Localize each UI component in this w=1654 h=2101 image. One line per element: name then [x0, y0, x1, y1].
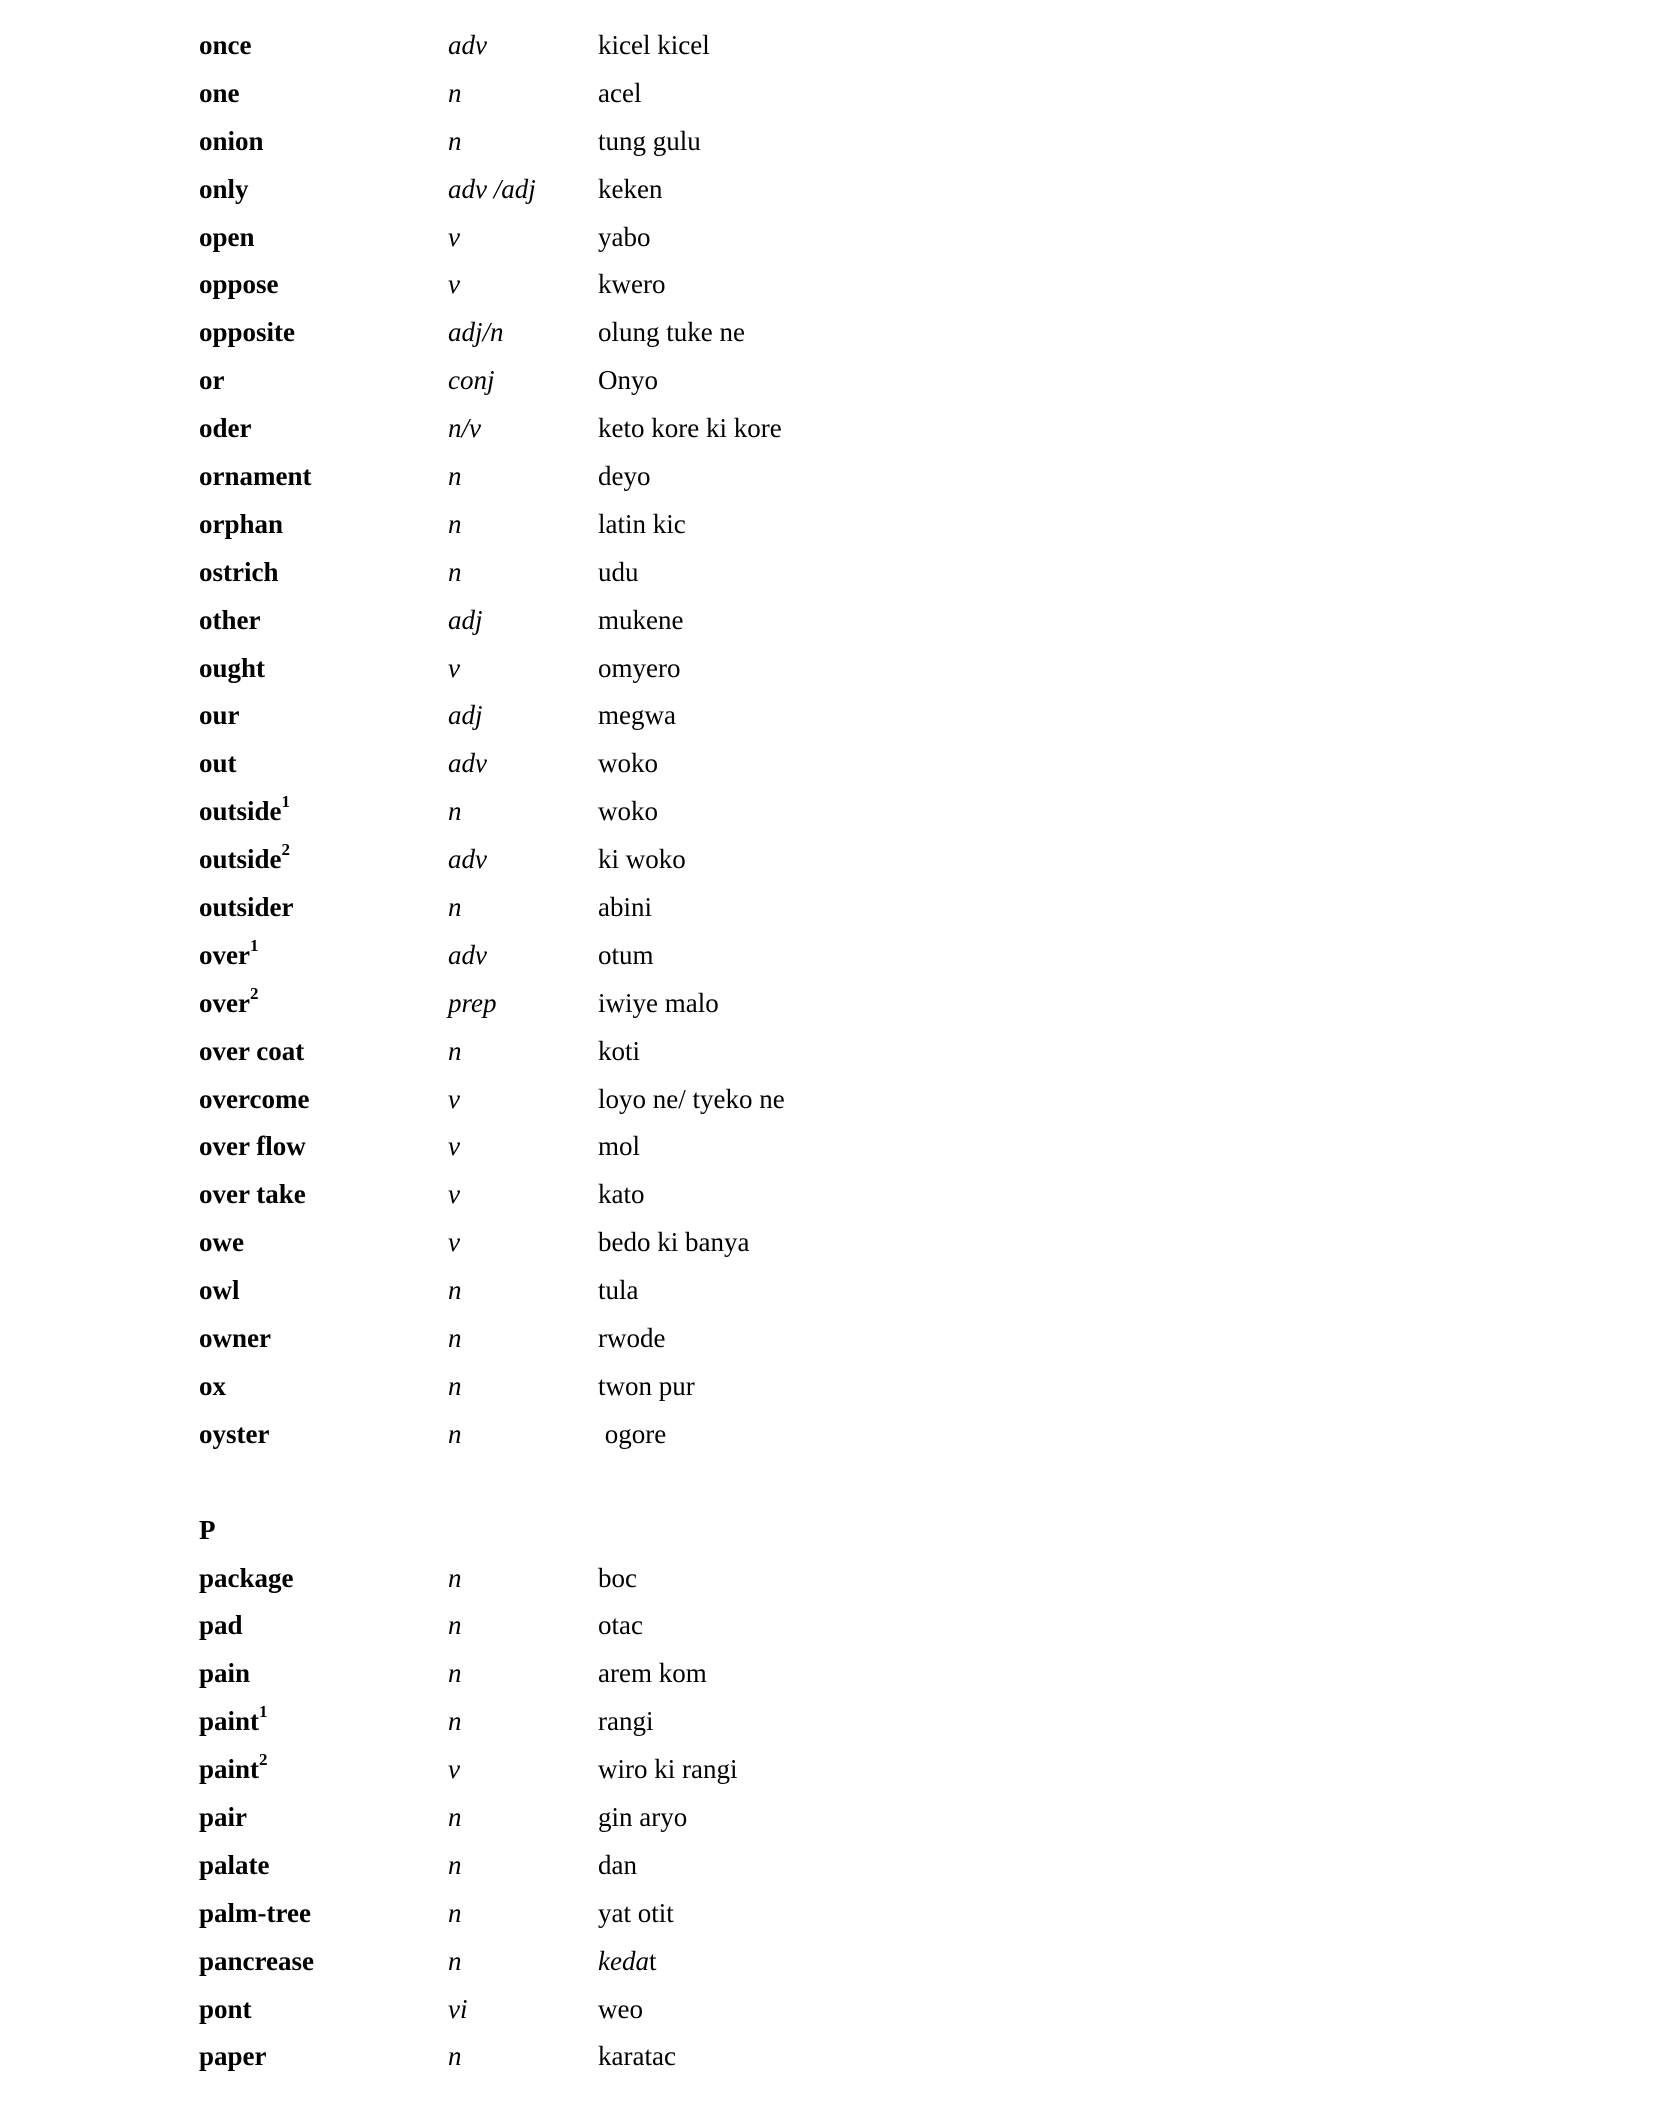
part-of-speech: n	[448, 1418, 462, 1449]
sense-number: 1	[259, 1702, 268, 1722]
part-of-speech: n	[448, 1706, 462, 1737]
sense-number: 2	[281, 840, 291, 860]
translation: omyero	[598, 652, 681, 683]
headword	[199, 1937, 314, 1985]
part-of-speech: n	[448, 1897, 462, 1928]
headword	[199, 213, 255, 261]
headword-text: open	[199, 221, 255, 252]
headword-text: opposite	[199, 317, 296, 348]
dictionary-entry	[0, 1697, 1654, 1745]
headword	[199, 165, 249, 213]
dictionary-entry	[0, 1266, 1654, 1314]
part-of-speech: v	[448, 221, 460, 252]
headword-text: paint	[199, 1706, 260, 1737]
translation: kicel kicel	[598, 30, 710, 60]
headword-text: palm-tree	[199, 1897, 311, 1928]
headword	[199, 1793, 247, 1841]
translation: bedo ki banya	[598, 1227, 750, 1258]
headword	[199, 883, 294, 931]
dictionary-entry	[0, 691, 1654, 739]
headword-text: over	[199, 987, 250, 1018]
part-of-speech: adv	[448, 748, 487, 779]
dictionary-entry	[0, 787, 1654, 835]
part-of-speech: v	[448, 1754, 460, 1785]
translation: woko	[598, 748, 658, 779]
translation: yat otit	[598, 1897, 674, 1928]
headword	[199, 452, 311, 500]
headword-text: one	[199, 77, 240, 108]
part-of-speech: n	[448, 1945, 462, 1976]
headword	[199, 1075, 309, 1123]
part-of-speech: adj	[448, 700, 483, 731]
dictionary-entry	[0, 1649, 1654, 1697]
headword	[199, 1027, 304, 1075]
headword-text: ostrich	[199, 556, 279, 587]
headword	[199, 835, 290, 883]
part-of-speech: conj	[448, 365, 495, 396]
headword	[199, 1170, 306, 1218]
translation: deyo	[598, 461, 651, 492]
headword	[199, 1362, 226, 1410]
translation: mol	[598, 1131, 641, 1162]
part-of-speech: adj/n	[448, 317, 504, 348]
translation-rest: t	[648, 1945, 657, 1976]
part-of-speech: n	[448, 1370, 462, 1401]
part-of-speech: n	[448, 796, 462, 827]
dictionary-entry	[0, 260, 1654, 308]
sense-number: 2	[249, 983, 259, 1003]
part-of-speech: n	[448, 1658, 462, 1689]
headword	[199, 979, 258, 1027]
headword-text: ornament	[199, 461, 312, 492]
translation: megwa	[598, 700, 676, 731]
headword	[199, 1122, 306, 1170]
dictionary-entry	[0, 213, 1654, 261]
part-of-speech: n	[448, 508, 462, 539]
dictionary-entry	[0, 500, 1654, 548]
translation: arem kom	[598, 1658, 707, 1689]
headword-text: pain	[199, 1658, 251, 1689]
part-of-speech: n	[448, 1610, 462, 1641]
translation: gin aryo	[598, 1801, 688, 1832]
part-of-speech: n	[448, 1323, 462, 1354]
part-of-speech: adv	[448, 844, 487, 875]
dictionary-entry	[0, 1218, 1654, 1266]
part-of-speech: v	[448, 1083, 460, 1114]
part-of-speech: n	[448, 892, 462, 923]
dictionary-entry	[0, 644, 1654, 692]
headword	[199, 1745, 268, 1793]
translation: woko	[598, 796, 658, 827]
dictionary-entry	[0, 1889, 1654, 1937]
headword	[199, 691, 240, 739]
headword-text: over coat	[199, 1035, 305, 1066]
translation: twon pur	[598, 1370, 695, 1401]
headword-text: paint	[199, 1754, 260, 1785]
headword-text: pair	[199, 1801, 248, 1832]
translation: acel	[598, 77, 642, 108]
part-of-speech: adj	[448, 604, 483, 635]
headword	[199, 1554, 294, 1602]
headword	[199, 1697, 268, 1745]
headword-text: only	[199, 173, 249, 204]
translation: yabo	[598, 221, 651, 252]
dictionary-entry	[0, 1410, 1654, 1458]
translation: kwero	[598, 269, 666, 300]
part-of-speech: n	[448, 1275, 462, 1306]
headword	[199, 1266, 240, 1314]
translation	[598, 1937, 656, 1985]
headword-text: out	[199, 748, 237, 779]
headword-text: once	[199, 30, 252, 60]
dictionary-entry	[0, 1937, 1654, 1985]
translation: ki woko	[598, 844, 686, 875]
part-of-speech: n	[448, 1035, 462, 1066]
translation: karatac	[598, 2041, 676, 2072]
dictionary-entry	[0, 835, 1654, 883]
dictionary-entry	[0, 548, 1654, 596]
headword-text: or	[199, 365, 225, 396]
part-of-speech: vi	[448, 1993, 468, 2024]
headword	[199, 1410, 269, 1458]
headword	[199, 2032, 267, 2080]
part-of-speech: v	[448, 1131, 460, 1162]
dictionary-entry	[0, 1170, 1654, 1218]
headword-text: ought	[199, 652, 266, 683]
headword	[199, 644, 265, 692]
headword	[199, 596, 260, 644]
part-of-speech: v	[448, 269, 460, 300]
dictionary-entry	[0, 883, 1654, 931]
dictionary-entry	[0, 1027, 1654, 1075]
translation: kato	[598, 1179, 645, 1210]
translation: ogore	[598, 1418, 667, 1449]
translation: iwiye malo	[598, 987, 719, 1018]
translation: rwode	[598, 1323, 666, 1354]
headword-text: onion	[199, 125, 264, 156]
part-of-speech: prep	[448, 987, 497, 1018]
headword	[199, 1314, 271, 1362]
sense-number: 1	[281, 792, 291, 812]
translation: latin kic	[598, 508, 686, 539]
headword	[199, 308, 295, 356]
headword	[199, 117, 264, 165]
headword	[199, 787, 290, 835]
translation: koti	[598, 1035, 641, 1066]
headword-text: owner	[199, 1323, 271, 1354]
translation: weo	[598, 1993, 643, 2024]
part-of-speech: n	[448, 77, 462, 108]
translation: keken	[598, 173, 663, 204]
headword-text: oppose	[199, 269, 279, 300]
headword	[199, 69, 240, 117]
headword-text: oder	[199, 413, 252, 444]
dictionary-entry	[0, 1601, 1654, 1649]
headword-text: overcome	[199, 1083, 310, 1114]
headword	[199, 356, 224, 404]
headword-text: over flow	[199, 1131, 306, 1162]
headword-text: pad	[199, 1610, 243, 1641]
headword-text: over take	[199, 1179, 306, 1210]
part-of-speech: n	[448, 461, 462, 492]
headword-text: owe	[199, 1227, 244, 1258]
translation: abini	[598, 892, 652, 923]
translation: tung gulu	[598, 125, 701, 156]
dictionary-entry	[0, 1314, 1654, 1362]
translation: tula	[598, 1275, 639, 1306]
part-of-speech: adv	[448, 939, 487, 970]
headword	[199, 1601, 243, 1649]
translation: boc	[598, 1562, 637, 1593]
dictionary-entry	[0, 1793, 1654, 1841]
part-of-speech: adv /adj	[448, 173, 536, 204]
dictionary-entry	[0, 1841, 1654, 1889]
headword-text: pancrease	[199, 1945, 314, 1976]
headword	[199, 931, 258, 979]
dictionary-entry	[0, 2032, 1654, 2080]
headword	[199, 21, 251, 69]
translation-italic-part: keda	[598, 1945, 649, 1976]
translation: udu	[598, 556, 639, 587]
part-of-speech: n	[448, 1801, 462, 1832]
part-of-speech: n	[448, 125, 462, 156]
dictionary-entry	[0, 165, 1654, 213]
part-of-speech: v	[448, 1227, 460, 1258]
part-of-speech: n	[448, 1562, 462, 1593]
dictionary-entry	[0, 117, 1654, 165]
translation: loyo ne/ tyeko ne	[598, 1083, 785, 1114]
part-of-speech: n	[448, 1849, 462, 1880]
headword	[199, 1889, 311, 1937]
headword-text: outside	[199, 844, 282, 875]
dictionary-entry	[0, 596, 1654, 644]
dictionary-entry	[0, 739, 1654, 787]
part-of-speech: n	[448, 556, 462, 587]
dictionary-entry	[0, 69, 1654, 117]
dictionary-entry	[0, 1075, 1654, 1123]
headword	[199, 1985, 252, 2033]
part-of-speech: v	[448, 1179, 460, 1210]
headword	[199, 1218, 244, 1266]
dictionary-entry	[0, 979, 1654, 1027]
translation: Onyo	[598, 365, 658, 396]
headword-text: outsider	[199, 892, 294, 923]
part-of-speech: v	[448, 652, 460, 683]
headword-text: oyster	[199, 1418, 270, 1449]
dictionary-entries	[0, 21, 1654, 2080]
headword-text: palate	[199, 1849, 270, 1880]
dictionary-entry	[0, 452, 1654, 500]
headword-text: package	[199, 1562, 294, 1593]
dictionary-entry	[0, 404, 1654, 452]
headword	[199, 548, 278, 596]
headword-text: over	[199, 939, 250, 970]
dictionary-entry	[0, 356, 1654, 404]
headword-text: our	[199, 700, 240, 731]
headword	[199, 500, 283, 548]
dictionary-entry	[0, 1362, 1654, 1410]
translation: olung tuke ne	[598, 317, 745, 348]
sense-number: 2	[259, 1750, 268, 1770]
headword-text: pont	[199, 1993, 252, 2024]
sense-number: 1	[249, 935, 259, 955]
headword	[199, 1841, 270, 1889]
section-letter-heading: P	[199, 1514, 216, 1545]
translation: dan	[598, 1849, 637, 1880]
section-heading-row	[0, 1506, 1654, 1554]
part-of-speech: n/v	[448, 413, 481, 444]
headword	[199, 1649, 250, 1697]
translation: otum	[598, 939, 654, 970]
part-of-speech: adv	[448, 30, 487, 60]
headword-text: other	[199, 604, 261, 635]
dictionary-entry	[0, 21, 1654, 69]
part-of-speech: n	[448, 2041, 462, 2072]
translation: mukene	[598, 604, 684, 635]
headword-text: outside	[199, 796, 282, 827]
translation: wiro ki rangi	[598, 1754, 738, 1785]
dictionary-entry	[0, 1745, 1654, 1793]
headword	[199, 404, 251, 452]
headword-text: ox	[199, 1370, 226, 1401]
headword	[199, 739, 237, 787]
dictionary-entry	[0, 1985, 1654, 2033]
headword-text: orphan	[199, 508, 284, 539]
dictionary-entry	[0, 1122, 1654, 1170]
dictionary-entry	[0, 308, 1654, 356]
headword-text: paper	[199, 2041, 267, 2072]
translation: otac	[598, 1610, 643, 1641]
translation: keto kore ki kore	[598, 413, 782, 444]
dictionary-entry	[0, 1554, 1654, 1602]
dictionary-entry	[0, 931, 1654, 979]
headword-text: owl	[199, 1275, 240, 1306]
headword	[199, 260, 279, 308]
translation: rangi	[598, 1706, 654, 1737]
